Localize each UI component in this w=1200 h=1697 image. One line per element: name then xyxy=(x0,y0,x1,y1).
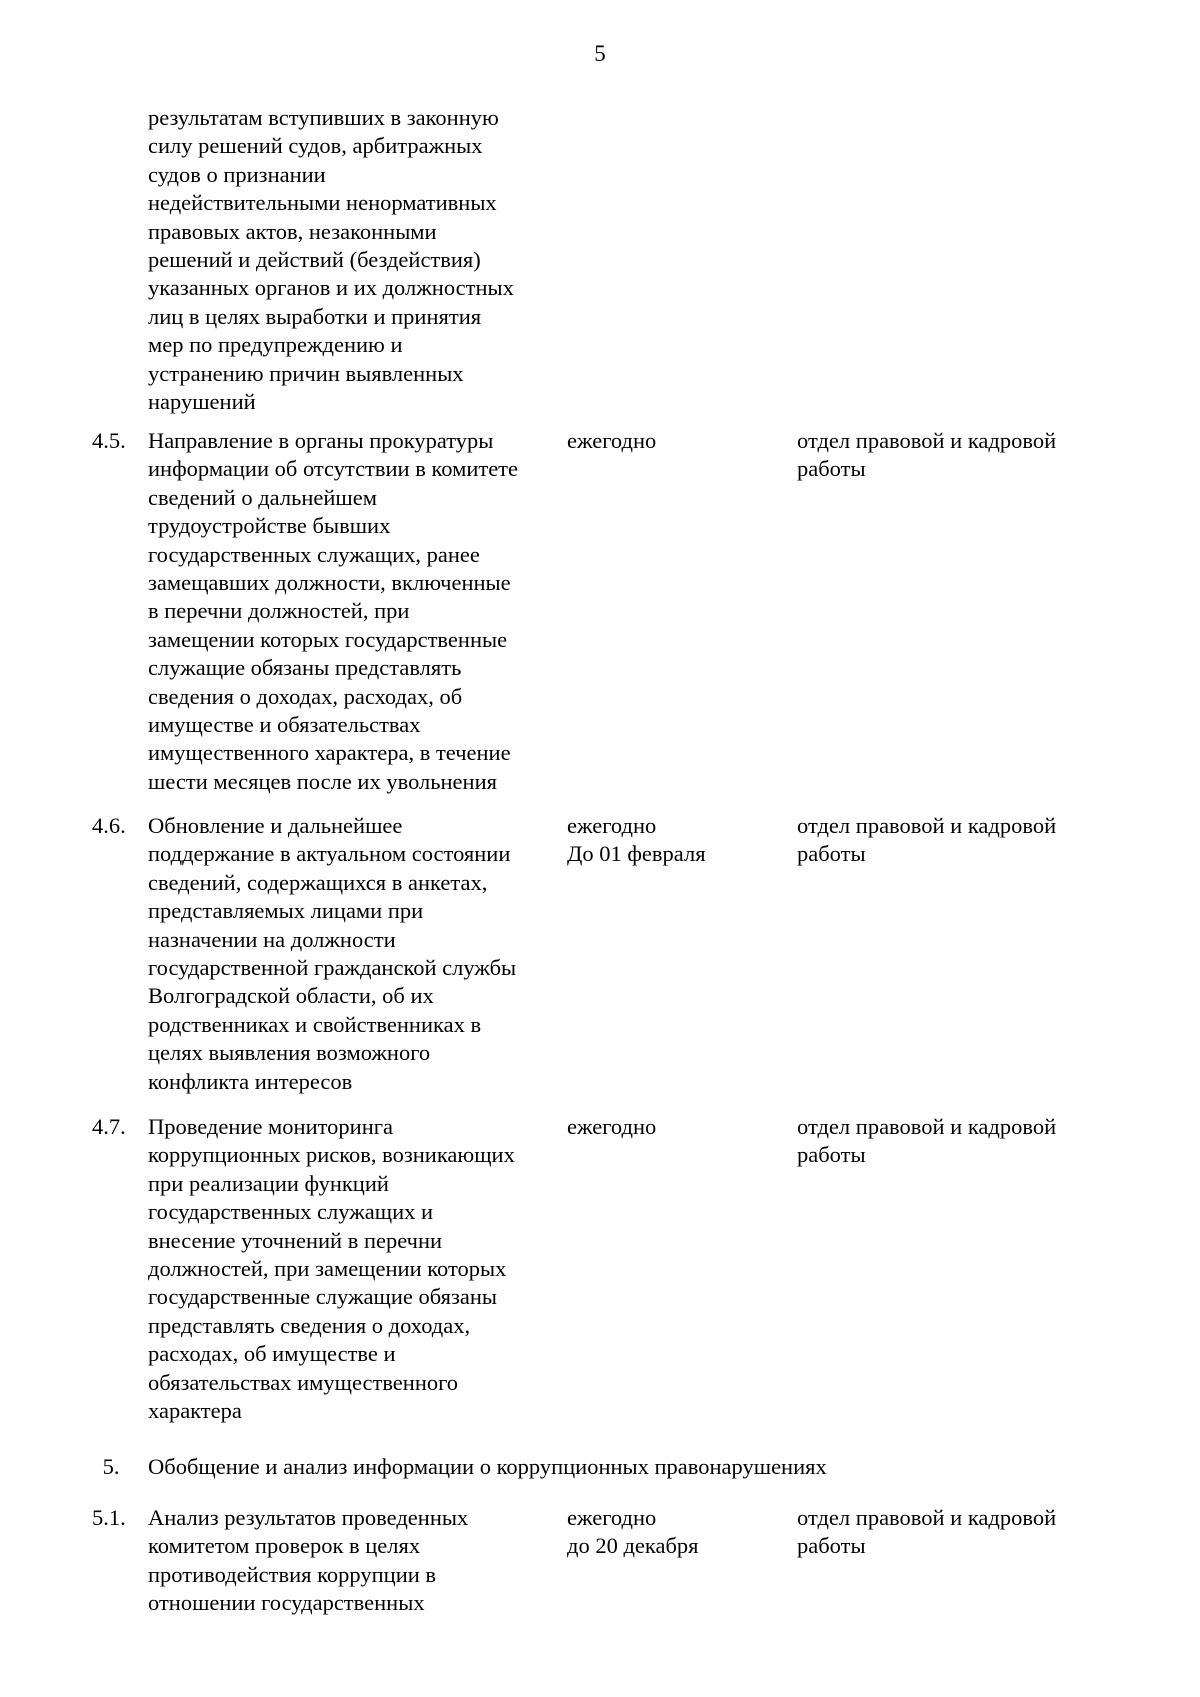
item-deadline: ежегодно xyxy=(567,1114,657,1139)
item-responsible: отдел правовой и кадровой работы xyxy=(797,1505,1057,1559)
item-text: Проведение мониторинга коррупционных рисков, возникающих при реализации функций государственных служащих и внесение уточнений в перечни должностей, при замещении которых государственные служащие обязаны представлять сведения о доходах, расходах, об имуществе и обязательствах имущественного характера xyxy=(148,1114,515,1424)
item-responsible: отдел правовой и кадровой работы xyxy=(797,428,1057,482)
item-deadline: ежегодно до 20 декабря xyxy=(567,1505,699,1559)
item-responsible: отдел правовой и кадровой работы xyxy=(797,1114,1057,1168)
continuation-text: результатам вступивших в законную силу решений судов, арбитражных судов о признании недействительными ненормативных правовых актов, незаконными решений и действий (бездействия) указанных органов и их должностных лиц в целях выработки и принятия мер по предупреждению и устранению причин выявленных нарушений xyxy=(148,105,514,415)
item-text: Направление в органы прокуратуры информации об отсутствии в комитете сведений о дальнейшем трудоустройстве бывших государственных служащих, ранее замещавших должности, включенные в перечни должностей, при замещении которых государственные служащие обязаны представлять сведения о доходах, расходах, об имуществе и обязательствах имущественного характера, в течение шести месяцев после их увольнения xyxy=(148,428,518,794)
page-number: 5 xyxy=(594,41,606,66)
item-number: 4.7. xyxy=(92,1114,126,1139)
item-number: 4.6. xyxy=(92,813,126,838)
section-number: 5. xyxy=(102,1454,120,1479)
item-number: 4.5. xyxy=(92,428,126,453)
item-number: 5.1. xyxy=(92,1505,126,1530)
section-title: Обобщение и анализ информации о коррупционных правонарушениях xyxy=(148,1454,827,1479)
item-text: Анализ результатов проведенных комитетом проверок в целях противодействия коррупции в отношении государственных xyxy=(148,1505,469,1616)
item-responsible: отдел правовой и кадровой работы xyxy=(797,813,1057,867)
item-deadline: ежегодно До 01 февраля xyxy=(567,813,706,867)
item-text: Обновление и дальнейшее поддержание в актуальном состоянии сведений, содержащихся в анкетах, представляемых лицами при назначении на должности государственной гражданской службы Волгоградской области, об их родственниках и свойственниках в целях выявления возможного конфликта интересов xyxy=(148,813,517,1094)
item-deadline: ежегодно xyxy=(567,428,657,453)
